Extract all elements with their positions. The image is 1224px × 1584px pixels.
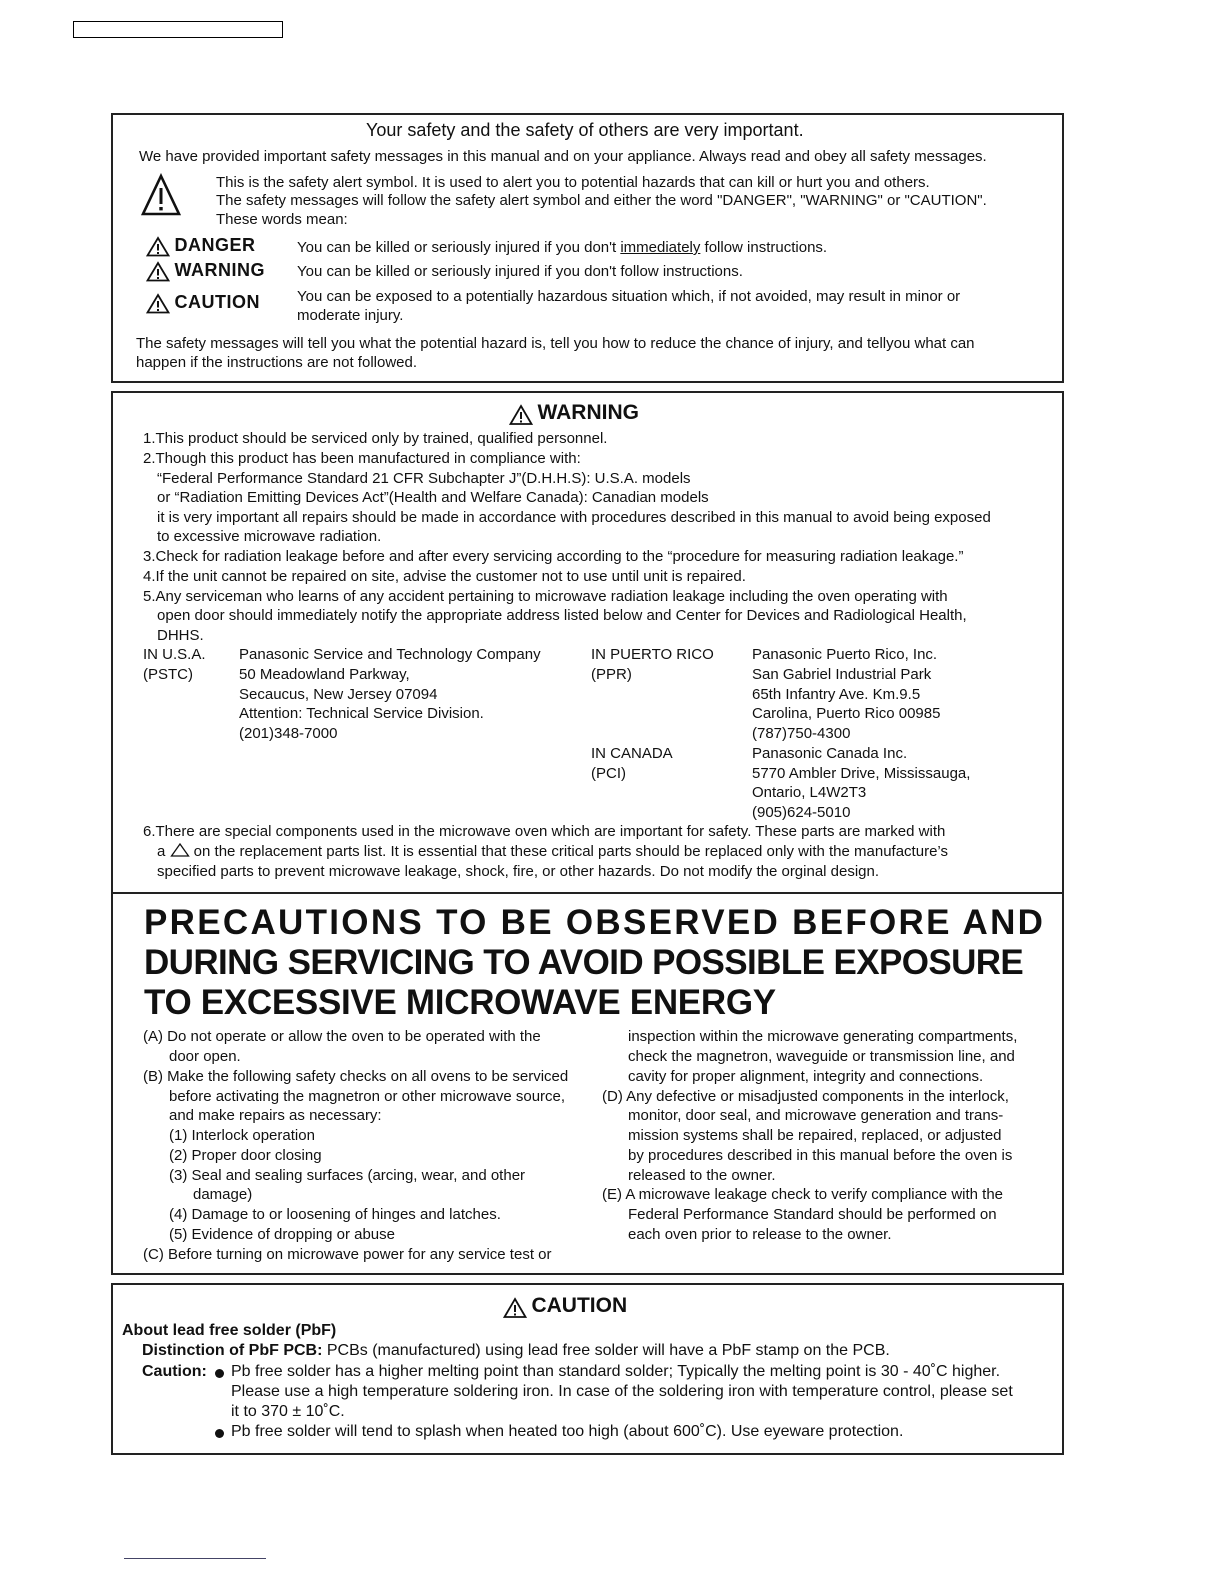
danger-text-pre: You can be killed or seriously injured if you don't — [297, 239, 621, 256]
warning-triangle-icon — [503, 1297, 527, 1319]
address-label: IN U.S.A. — [143, 646, 206, 663]
address-line: Ontario, L4W2T3 — [752, 784, 867, 801]
precaution-line: (B) Make the following safety checks on all ovens to be serviced — [143, 1068, 569, 1085]
warning-line: 5.Any serviceman who learns of any accident pertaining to microwave radiation leakage including the oven operating with — [143, 588, 948, 605]
precaution-line: mission systems shall be repaired, replaced, or adjusted — [628, 1127, 1002, 1144]
address-line: 5770 Ambler Drive, Mississauga, — [752, 765, 971, 782]
address-label: (PCI) — [591, 765, 626, 782]
precaution-line: (E) A microwave leakage check to verify compliance with the — [602, 1186, 1004, 1203]
precaution-line: (D) Any defective or misadjusted components in the interlock, — [602, 1088, 1009, 1105]
warning-line: to excessive microwave radiation. — [157, 528, 382, 545]
warning-line: 6.There are special components used in the microwave oven which are important for safety. These parts are marked with — [143, 823, 946, 840]
precaution-line: before activating the magnetron or other microwave source, — [169, 1088, 566, 1105]
precaution-line: (4) Damage to or loosening of hinges and latches. — [169, 1206, 501, 1223]
address-line: San Gabriel Industrial Park — [752, 666, 932, 683]
distinction-text: PCBs (manufactured) using lead free solder will have a PbF stamp on the PCB. — [322, 1342, 890, 1359]
symbol-line: The safety messages will follow the safety alert symbol and either the word "DANGER", "WARNING" or "CAUTION". — [216, 192, 987, 209]
safety-alert-icon — [141, 173, 181, 217]
precaution-line: door open. — [169, 1048, 241, 1065]
bullet-line: it to 370 ± 10˚C. — [231, 1403, 345, 1420]
caution-inline-label: Caution: — [142, 1363, 207, 1380]
precaution-line: inspection within the microwave generating compartments, — [628, 1028, 1018, 1045]
warning-line: 4.If the unit cannot be repaired on site, advise the customer not to use until unit is repaired. — [143, 568, 746, 585]
bullet-line: Pb free solder has a higher melting point than standard solder; Typically the melting point is 30 - 40˚C higher. — [231, 1363, 1001, 1380]
distinction-line — [142, 1341, 890, 1361]
danger-text-emphasis: immediately — [620, 239, 701, 256]
caution-title — [503, 1294, 627, 1319]
warning-line: DHHS. — [157, 627, 204, 644]
precaution-line: cavity for proper alignment, integrity and connections. — [628, 1068, 984, 1085]
bullet-line: Pb free solder will tend to splash when heated too high (about 600˚C). Use eyeware protection. — [231, 1423, 904, 1440]
precaution-line: each oven prior to release to the owner. — [628, 1226, 892, 1243]
warning-text: You can be killed or seriously injured if you don't follow instructions. — [297, 263, 743, 280]
item6-post: on the replacement parts list. It is essential that these critical parts should be replaced only with the manufacture’s — [189, 843, 948, 860]
bullet-icon — [215, 1429, 224, 1438]
address-line: 50 Meadowland Parkway, — [239, 666, 410, 683]
warning-divider — [111, 892, 1064, 894]
precaution-line: (A) Do not operate or allow the oven to be operated with the — [143, 1028, 541, 1045]
warning-triangle-icon — [146, 261, 170, 282]
address-line: Carolina, Puerto Rico 00985 — [752, 705, 941, 722]
address-label: (PSTC) — [143, 666, 193, 683]
precaution-line: (2) Proper door closing — [169, 1147, 322, 1164]
address-line: Attention: Technical Service Division. — [239, 705, 484, 722]
precautions-heading: DURING SERVICING TO AVOID POSSIBLE EXPOSURE — [144, 943, 1024, 982]
safety-footer: The safety messages will tell you what the potential hazard is, tell you how to reduce the chance of injury, and tellyou what can — [136, 335, 975, 352]
address-line: Panasonic Service and Technology Company — [239, 646, 541, 663]
warning-line: 2.Though this product has been manufactured in compliance with: — [143, 450, 581, 467]
safety-heading: Your safety and the safety of others are very important. — [366, 120, 804, 140]
caution-label: CAUTION — [174, 292, 260, 312]
warning-signal — [146, 260, 265, 282]
precaution-line: monitor, door seal, and microwave generation and trans- — [628, 1107, 1004, 1124]
header-label-box — [73, 21, 283, 38]
address-label: (PPR) — [591, 666, 632, 683]
warning-title-text: WARNING — [537, 401, 639, 424]
danger-label: DANGER — [174, 235, 256, 255]
precaution-line: (C) Before turning on microwave power for any service test or — [143, 1246, 552, 1263]
warning-triangle-icon — [146, 293, 170, 314]
address-label: IN CANADA — [591, 745, 673, 762]
symbol-line: These words mean: — [216, 211, 348, 228]
caution-title-text: CAUTION — [531, 1294, 628, 1317]
address-line: Panasonic Puerto Rico, Inc. — [752, 646, 938, 663]
bullet-icon — [215, 1369, 224, 1378]
address-line: Panasonic Canada Inc. — [752, 745, 908, 762]
address-line: 65th Infantry Ave. Km.9.5 — [752, 686, 921, 703]
precaution-line: and make repairs as necessary: — [169, 1107, 382, 1124]
warning-title — [509, 401, 639, 426]
symbol-line: This is the safety alert symbol. It is used to alert you to potential hazards that can kill or hurt you and others. — [216, 174, 930, 191]
address-line: (787)750-4300 — [752, 725, 851, 742]
caution-text: moderate injury. — [297, 307, 404, 324]
safety-mark-icon — [170, 842, 190, 858]
warning-line: 3.Check for radiation leakage before and after every servicing according to the “procedure for measuring radiation leakage.” — [143, 548, 964, 565]
danger-text-post: follow instructions. — [700, 239, 828, 256]
precautions-heading: PRECAUTIONS TO BE OBSERVED BEFORE AND — [144, 903, 1046, 942]
precaution-line: (3) Seal and sealing surfaces (arcing, wear, and other — [169, 1167, 526, 1184]
warning-line: 1.This product should be serviced only by trained, qualified personnel. — [143, 430, 608, 447]
address-label: IN PUERTO RICO — [591, 646, 714, 663]
warning-triangle-icon — [509, 404, 533, 426]
precaution-line: (5) Evidence of dropping or abuse — [169, 1226, 395, 1243]
precaution-line: by procedures described in this manual before the oven is — [628, 1147, 1013, 1164]
caution-signal — [146, 292, 260, 314]
precautions-heading: TO EXCESSIVE MICROWAVE ENERGY — [144, 983, 776, 1022]
precaution-line: Federal Performance Standard should be performed on — [628, 1206, 997, 1223]
precaution-line: check the magnetron, waveguide or transmission line, and — [628, 1048, 1015, 1065]
safety-intro: We have provided important safety messages in this manual and on your appliance. Always read and obey all safety messages. — [139, 148, 987, 165]
warning-line: or “Radiation Emitting Devices Act”(Health and Welfare Canada): Canadian models — [157, 489, 709, 506]
warning-line: it is very important all repairs should be made in accordance with procedures described in this manual to avoid being exposed — [157, 509, 991, 526]
distinction-label: Distinction of PbF PCB: — [142, 1342, 323, 1359]
address-line: (905)624-5010 — [752, 804, 851, 821]
warning-triangle-icon — [146, 236, 170, 257]
safety-footer: happen if the instructions are not followed. — [136, 354, 418, 371]
warning-line: “Federal Performance Standard 21 CFR Subchapter J”(D.H.H.S): U.S.A. models — [157, 470, 691, 487]
warning-line: open door should immediately notify the appropriate address listed below and Center for Devices and Radiological Health, — [157, 607, 967, 624]
danger-signal — [146, 235, 255, 257]
warning-line: specified parts to prevent microwave leakage, shock, fire, or other hazards. Do not modify the orginal design. — [157, 863, 880, 880]
danger-text — [297, 238, 827, 258]
precaution-line: released to the owner. — [628, 1167, 776, 1184]
address-line: Secaucus, New Jersey 07094 — [239, 686, 438, 703]
address-line: (201)348-7000 — [239, 725, 338, 742]
warning-line — [157, 842, 948, 862]
item6-pre: a — [157, 843, 166, 860]
precaution-line: damage) — [193, 1186, 253, 1203]
warning-label: WARNING — [174, 260, 265, 280]
caution-subtitle: About lead free solder (PbF) — [122, 1322, 337, 1339]
caution-text: You can be exposed to a potentially hazardous situation which, if not avoided, may result in minor or — [297, 288, 961, 305]
precaution-line: (1) Interlock operation — [169, 1127, 315, 1144]
footer-rule — [124, 1558, 266, 1559]
bullet-line: Please use a high temperature soldering iron. In case of the soldering iron with temperature control, please set — [231, 1383, 1013, 1400]
